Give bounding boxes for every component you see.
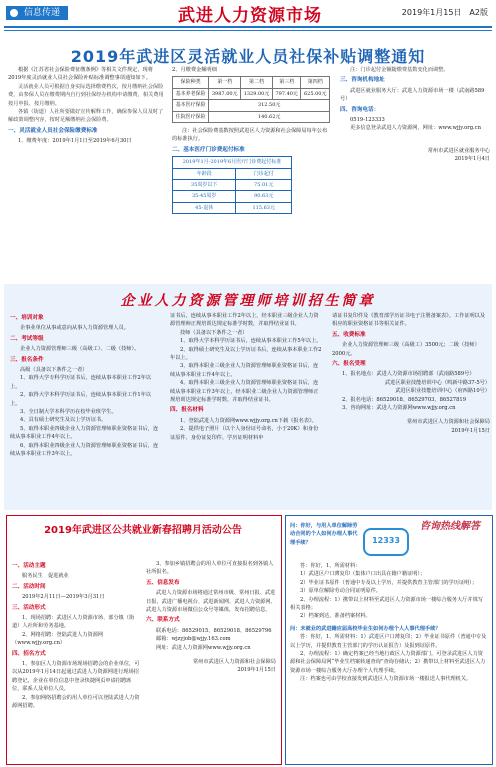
article1-signature: 常州市武进区就业服务中心 — [427, 147, 490, 154]
article2-h5: 五、收费标准 — [332, 331, 366, 338]
article2-col2d: 2、取得硕士研究生及以上学历证书后，连续从事本职业工作2年以上。 — [170, 346, 322, 362]
article1-col2 — [172, 66, 332, 214]
article1-intro-cont: 灵活就业人员可根据自身实际选择缴费档次，按月缴纳社会保险费，由参保人员在缴费期内自行到社保经办机构申请缴费，相关费用按月申报、按月缴纳。 — [8, 83, 164, 107]
article3-p4b: 2、参加网络招聘会的用人单位可以登陆武进人力资源网招聘。 — [12, 694, 140, 710]
page-header — [0, 0, 496, 36]
article3-p4a: 1、参加区人力资源市场现场招聘会的企业单位，可以从2019年1月14日起通过武进人力资源网进行现场招聘登记，企业在单位信息中登录快捷网页申请招聘席位，联系人及单位人员。 — [12, 661, 140, 693]
article3-col2 — [146, 560, 276, 675]
article3-h2: 二、活动时间 — [12, 583, 46, 590]
table-cell: 90.63元 — [236, 191, 292, 202]
sidebar-a2a: 答：你好，1、所需材料：1）武进区户口薄复印；2）毕业证书原件（普通中专及以上学历，并提供教育主管部门的学历认证报告）及报到证原件。 — [290, 634, 487, 649]
article2-h1: 一、培训对象 — [10, 315, 44, 321]
article1-col3 — [340, 66, 490, 164]
article3-c2e: 网址：武进人力资源网www.wjjy.org.cn — [156, 644, 251, 651]
sidebar-a2b: 2、办理流程：1）确定档案已经当地行政区人力资源部门，可登录武进区人力资源和社会保障局网“毕业生档案转递查询”查询存储认；2）携带以上材料至武进区人力资源市场一楼综合服务大厅办理个人代理手续。 — [290, 651, 486, 674]
article2-p1: 企事业单位从事或意向从事人力资源管理人员。 — [20, 325, 129, 332]
article1-web: 更多信息登录武进人力资源网，网址：www.wjjy.org.cn — [350, 125, 481, 132]
article1-s3: 武进区就业服务大厅：武进人力资源市场一楼（武南路589号） — [340, 87, 485, 103]
sidebar-a1d: 3）原单位解除劳动合同证明原件。 — [300, 588, 382, 595]
article3-c2d: 邮箱：wjzyjob@wjjy.163.com — [156, 636, 231, 643]
sidebar-a1c: 2）毕业证书原件（普通中专及以上学历，并提供教育主管部门的学历证明）； — [300, 579, 478, 586]
table-cell: 3987.00元 — [209, 88, 241, 99]
article3-c2b: 武进人力资源市场将通过常州市级、常州日报、武进日报、武进广播电视台、武进新闻网、武进人力资源网、武进人力资源市场微信公众号等媒体，发布招聘信息。 — [146, 590, 276, 614]
table-row — [173, 157, 292, 168]
article2-p4a: 1、登陆武进人力资源网www.wjjy.org.cn下载《报名表》。 — [180, 417, 317, 424]
table-cell: 住院医疗保险 — [173, 111, 209, 122]
article3-title: 2019年武进区公共就业新春招聘月活动公告 — [44, 525, 242, 536]
table-row — [173, 202, 292, 213]
table-cell: 第四档 — [301, 77, 330, 88]
table-row — [173, 180, 292, 191]
article2-col2 — [170, 312, 322, 442]
article3-date: 2019年1月15日 — [237, 667, 276, 674]
table-cell: 1329.00元 — [241, 88, 273, 99]
article2-col2a: 证书后，连续从事本职业工作2年以上，经本职业三级企业人力资源管理师正规培训达规定标准学时数，并取得结业证书。 — [170, 313, 319, 328]
section-tag: 信息传递 — [6, 6, 68, 20]
masthead: 武进人力资源市场 — [178, 6, 322, 26]
article2-date: 2019年1月15日 — [451, 427, 490, 434]
article3-h3: 三、活动形式 — [12, 604, 46, 611]
article1-col1 — [8, 66, 166, 146]
article2-signature: 常州市武进区人力资源和社会保障局 — [406, 419, 490, 426]
article1-h3: 三、咨询机构地址 — [340, 77, 385, 84]
table-cell: 门诊起付 — [236, 168, 292, 179]
article3-c2a: 3、参加乡镇招聘会的用人单位可直接报名到各镇人社所报名。 — [146, 561, 274, 576]
sidebar-a1b: 1）武进区户口薄复印（集体户口出具在籍户籍证明）； — [300, 571, 426, 578]
article2-p6a: 1、报名地点：武进人力资源市场招聘部（武南路589号） — [342, 371, 475, 378]
table-cell: 基本医疗保险 — [173, 100, 209, 111]
sidebar-title: 咨询热线解答 — [420, 521, 480, 532]
article3-h4: 四、招名方式 — [12, 650, 46, 657]
table-cell: 797.40元 — [272, 88, 301, 99]
article1-intro: 根据《江苏省社会保险费征缴条例》等相关文件规定，现将2019年度灵活就业人员社会保险补贴标准调整事项通知如下。 — [8, 67, 153, 82]
article3-h5: 五、信息发布 — [146, 579, 180, 586]
table-cell: 2019年1月-2019年6月医疗门诊费起付标准 — [173, 157, 292, 168]
article2-p6d: 2、报名电话：86529018、86529703、86527819 — [342, 396, 467, 403]
article2-col2e: 3、取得本职业三级企业人力资源管理师职业资格证书后，连续从事本职业工作4年以上。 — [170, 363, 319, 378]
table-cell: 35周岁以下 — [173, 180, 236, 191]
table-cell: 75.01元 — [236, 180, 292, 191]
article2-p6c: 武进区职业技能培训中心（府西路10号） — [395, 388, 490, 395]
insurance-table — [172, 76, 330, 123]
article2-p4b: 2、提供电子照片（以个人身份证号命名，小于20K）和身份证原件、身份证复印件、学历证明材料申 — [170, 426, 319, 441]
table-cell: 第二档 — [241, 77, 273, 88]
table-cell: 基本养老保险 — [173, 88, 209, 99]
article3-p2: 2019年2月11日—2019年3月31日 — [22, 594, 105, 601]
table1-note: 注：社会保险费基数按照武进区人力资源和社会保障局每年公布的标准执行。 — [172, 128, 328, 143]
table-cell: 312.50元 — [209, 100, 330, 111]
table-cell: 第三档 — [272, 77, 301, 88]
bullet-icon — [10, 9, 18, 17]
table-row — [173, 100, 330, 111]
table-cell: 35-45周岁 — [173, 191, 236, 202]
article2-col2c: 1、取得大学本科学历证书后，连续从事本职业工作5年以上。 — [180, 338, 322, 345]
article2-p3f: 5、取得本职业四级企业人力资源管理师职业资格证书后，连续从事本职业工作4年以上。 — [10, 425, 159, 441]
article2-p2: 企业人力资源管理师三级（高级工）、二级（技师）。 — [20, 346, 140, 353]
article2-col2f: 4、取得本职业三级企业人力资源管理师职业资格证书后，连续从事本职业工作3年以上，经本职业二级企业人力资源管理师正规培训达规定标准学时数，并取得结业证书。 — [170, 380, 319, 404]
article3-h6: 六、联系方式 — [146, 617, 180, 624]
article1-phone: 0519-123333 — [350, 117, 385, 124]
sidebar-a1e: 2、办理流程：1）携带以上材料至武进区人力资源市场一楼综合服务大厅并填写相关表格； — [290, 596, 483, 612]
table-cell: 保险种类 — [173, 77, 209, 88]
table-cell: 第一档 — [209, 77, 241, 88]
article2-p3d: 3、全日制大学本科学历在校毕业班学生。 — [20, 409, 117, 416]
article2-p6b: 武进区职业技能培训中心（鸣新中路37-5号） — [384, 379, 490, 386]
article2-title: 企业人力资源管理师培训招生简章 — [120, 293, 376, 309]
article1-h1: 一、灵活就业人员社会保险缴费标准 — [8, 127, 98, 134]
article2-col3a: 请证书复印件及《教育部学历证书电子注册备案表》。工作证明以及相应的职业资格证书等相关证件。 — [332, 313, 486, 328]
table-cell: 625.00元 — [301, 88, 330, 99]
article2-h4: 四、报名材料 — [170, 407, 204, 414]
table-cell: 年龄段 — [173, 168, 236, 179]
article3-c2c: 联系电话：86529015、86529018、86529796 — [156, 627, 272, 634]
table-row — [173, 88, 330, 99]
article3-col1 — [12, 560, 140, 711]
article1-intro-cont2: 各镇（街道）人社所要做好宣传解释工作，确保参保人员及时了解政策调整内容，按时足额缴纳社会保险费。 — [8, 109, 164, 124]
outpatient-table — [172, 156, 292, 214]
table-row — [173, 168, 292, 179]
article2-p3a: 高级（具备以下条件之一者） — [20, 367, 88, 374]
table-row — [173, 191, 292, 202]
header-rule — [4, 26, 492, 28]
sidebar-q1: 问：你好，与用人单位解除劳动合同的个人如何办理人事代理手续？ — [290, 523, 358, 546]
article2-p6e: 3、咨询网址：武进人力资源网www.wjjy.org.cn — [342, 405, 456, 412]
article3-p1: 服务民生 促进就业 — [22, 573, 69, 580]
sidebar-q1-box — [290, 522, 362, 547]
table-cell: 45-退休 — [173, 202, 236, 213]
table-cell: 115.63元 — [236, 202, 292, 213]
article2-col3 — [332, 312, 490, 435]
article1-col3-text: 注：门诊起付金额随缴费基数变化而调整。 — [350, 67, 449, 73]
table-row — [173, 111, 330, 122]
sidebar-a1f: 2）档案到达，准备档案材料。 — [300, 613, 371, 620]
article2-h2: 二、考试等级 — [10, 335, 44, 342]
article1-h4: 四、咨询电话： — [340, 106, 380, 113]
article2-h3: 三、报名条件 — [10, 356, 44, 363]
article2-p3e: 4、具有硕士研究生及以上学历证书。 — [20, 417, 107, 424]
article2-p3g: 6、取得本职业四级企业人力资源管理师职业资格证书后，连续从事本职业工作3年以上。 — [10, 442, 159, 458]
article2-col1 — [10, 312, 160, 459]
article1-date: 2019年1月4日 — [454, 156, 490, 163]
article2-p3b: 1、取得大学专科学历证书后，连续从事本职业工作2年以上。 — [10, 375, 152, 390]
phone-icon: 12333 — [363, 528, 409, 556]
article1-title: 2019年武进区灵活就业人员社保补贴调整通知 — [70, 47, 426, 66]
article2-p5: 企业人力资源管理师三级（高级工）3500元；二级（技师）2000元。 — [332, 342, 480, 357]
article3-p3a: 1、现场招聘：武进区人力资源市场、部分镇（街道）人社所和劳务基地。 — [12, 615, 135, 630]
sidebar-body — [290, 562, 488, 684]
sidebar-a1a: 答：你好，1、所需材料： — [300, 563, 361, 569]
sidebar-a2c: 注：档案也可由学校直接发到武进区人力资源市场一楼报送人事代理机关。 — [300, 676, 472, 683]
article2-p3c: 2、取得大学本科学历证书后，连续从事本职业工作1年以上。 — [10, 392, 152, 407]
table-row — [173, 77, 330, 88]
article2-col2b: 技师（具备以下条件之一者） — [180, 329, 248, 336]
article1-s1: 1、缴费年度：2019年1月1日至2019年6月30日 — [18, 138, 132, 145]
header-rule-thin — [4, 30, 492, 31]
issue-date: 2019年1月15日 A2版 — [401, 8, 488, 17]
article1-h2: 二、基本医疗门诊费起付标准 — [172, 146, 245, 153]
table1-caption: 2、月缴费金额明细 — [172, 67, 217, 73]
article2-h6: 六、报名受理 — [332, 361, 366, 368]
sidebar-q2: 问：未就业的武进籍应届高校毕业生如何办理个人人事代理手续？ — [290, 625, 441, 632]
table-cell: 140.62元 — [209, 111, 330, 122]
article3-signature: 常州市武进区人力资源和社会保障局 — [192, 659, 276, 666]
article3-h1: 一、活动主题 — [12, 563, 46, 569]
article3-p3b: 2、网络招聘：登陆武进人力资源网（www.wjjy.org.cn） — [12, 631, 104, 647]
